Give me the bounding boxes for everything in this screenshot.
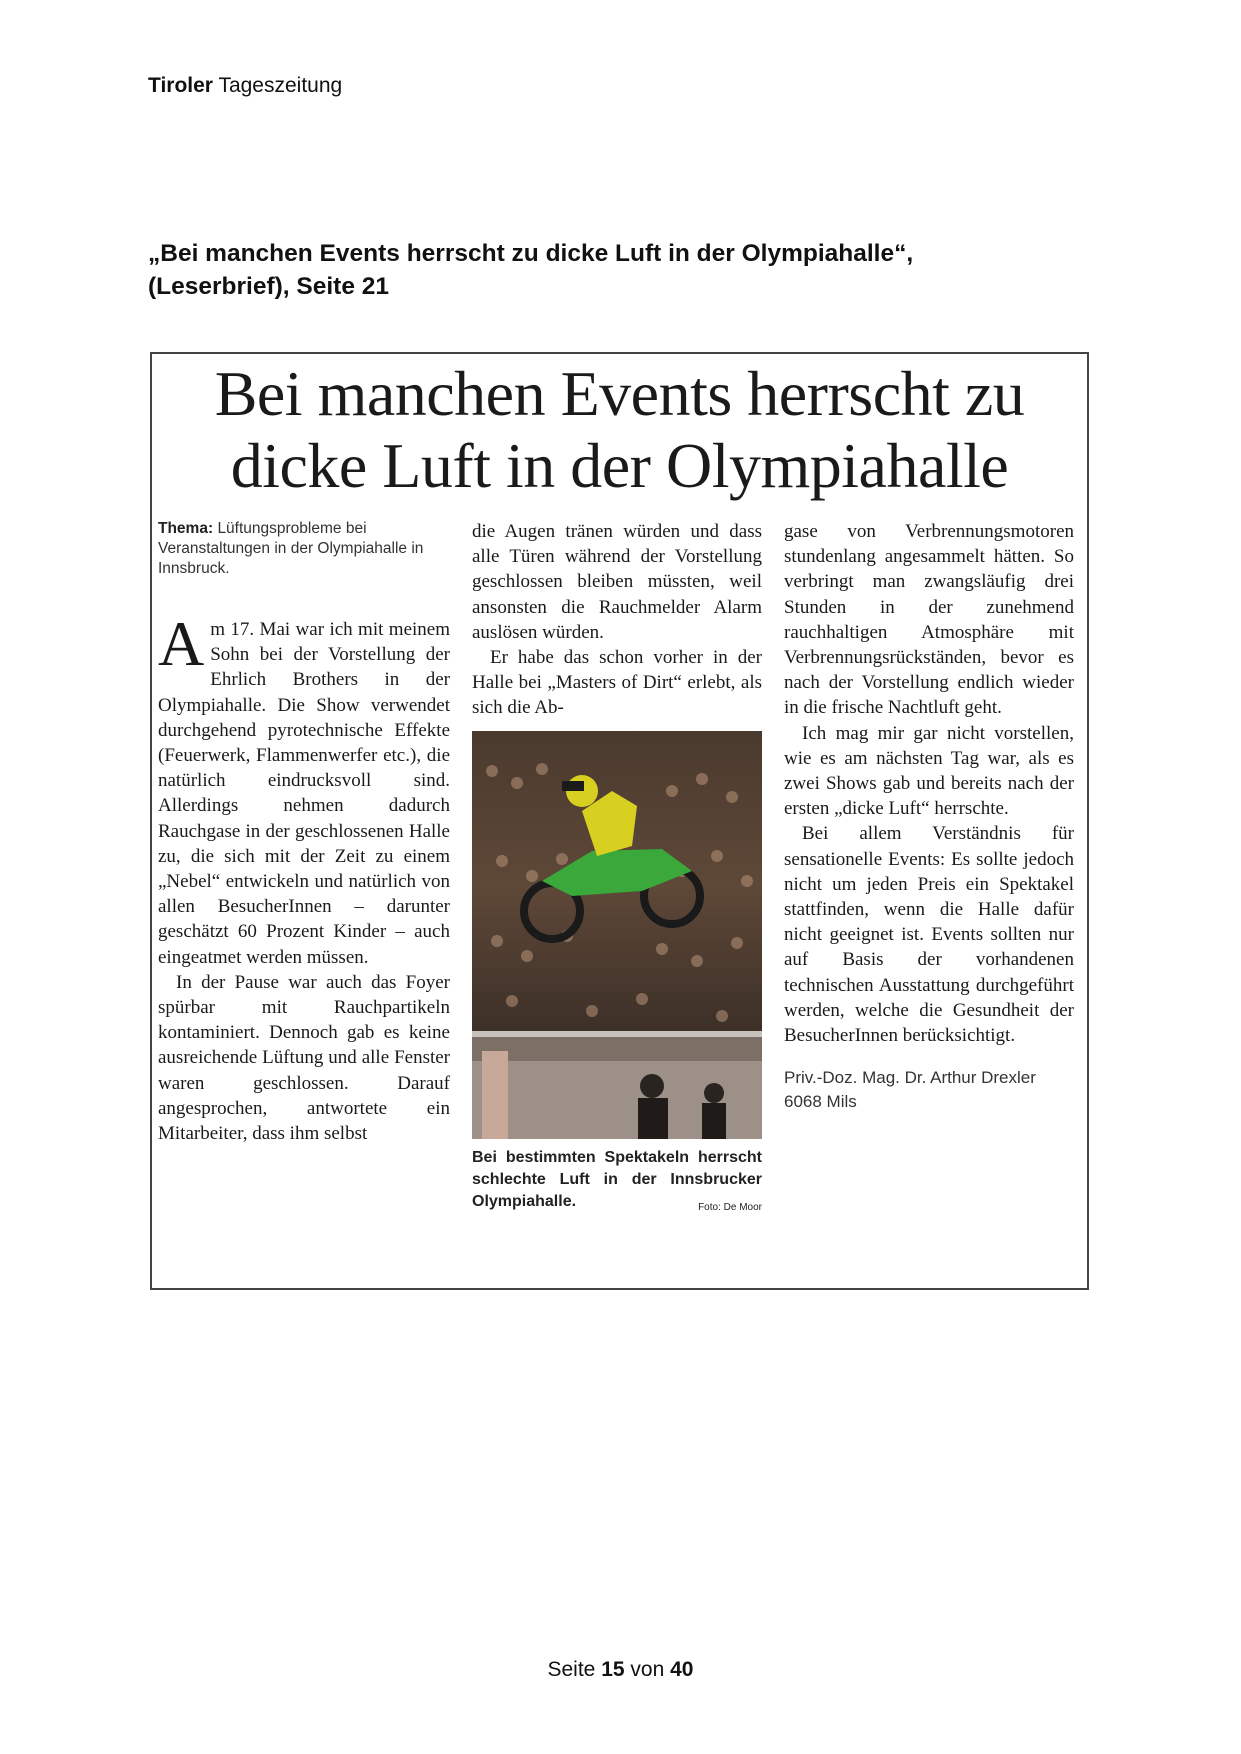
page-number [0,1658,1241,1682]
article-topic [158,519,450,579]
author-place: 6068 Mils [784,1092,857,1112]
article-paragraph: Er habe das schon vorher in der Halle bei „Masters of Dirt“ erlebt, als sich die Ab- [472,647,762,719]
reference-title-line1: „Bei manchen Events herrscht zu dicke Luft in der Olympiahalle“, [148,240,914,267]
page-number-middle: von [630,1658,665,1681]
article-paragraph [158,608,450,970]
article-paragraph: gase von Verbrennungsmotoren stundenlang angesammelt hätten. So verbringt man zwangsläufig drei Stunden in der zunehmend rauchhaltigen Atmosphäre mit Verbrennungsrückständen, bevor es nach der Vorstellung endlich wieder in die frische Nachtluft geht. [784,521,1074,719]
publication-name-bold: Tiroler [148,74,213,97]
article-photo [472,731,762,1139]
article-headline-line2: dicke Luft in der Olympiahalle [230,430,1009,501]
publication-name [148,74,342,98]
article-topic-text: Lüftungsprobleme bei Veranstaltungen in der Olympiahalle in Innsbruck. [158,520,424,577]
article-paragraph: In der Pause war auch das Foyer spürbar mit Rauchpartikeln kontaminiert. Dennoch gab es keine ausreichende Lüftung und alle Fenster waren geschlossen. Darauf angesprochen, antwortete ein Mitarbeiter, dass ihm selbst [158,971,450,1145]
article-author [784,1066,1074,1114]
author-name: Priv.-Doz. Mag. Dr. Arthur Drexler [784,1068,1036,1088]
photo-caption-text: Bei bestimmten Spektakeln herrscht schlechte Luft in der Innsbrucker Olympiahalle. [472,1148,762,1210]
article-paragraph: die Augen tränen würden und dass alle Türen während der Vorstellung geschlossen bleiben müssten, weil ansonsten die Rauchmelder Alarm auslösen würden. [472,521,762,643]
photo-caption [472,1147,762,1213]
page-number-prefix: Seite [547,1658,596,1681]
article-headline-line1: Bei manchen Events herrscht zu [214,358,1025,429]
reference-title-line2: (Leserbrief), Seite 21 [148,273,390,300]
reference-title [148,237,1048,303]
article-dropcap: A [158,608,205,679]
article-column-3 [784,519,1074,1114]
motocross-stunt-image [472,731,762,1139]
publication-name-rest: Tageszeitung [218,74,343,97]
article-column-1 [158,519,450,1146]
article-headline [152,358,1087,502]
article-paragraph: Bei allem Verständnis für sensationelle Events: Es sollte jedoch nicht um jeden Preis ein Spektakel stattfinden, wenn die Halle dafür nicht geeignet ist. Events sollten nur auf Basis der vorhandenen technischen Ausstattung durchgeführt werden, welche die Gesundheit der BesucherInnen berücksichtigt. [784,823,1074,1047]
article-paragraph-text: m 17. Mai war ich mit meinem Sohn bei der Vorstellung der Ehrlich Brothers in der Olympiahalle. Die Show verwendet durchgehend pyrotechnische Effekte (Feuerwerk, Flammenwerfer etc.), die natürlich eindrucksvoll sind. Allerdings nehmen dadurch Rauchgase in der geschlossenen Halle zu, die sich mit der Zeit zu einem „Nebel“ entwickeln und natürlich von allen BesucherInnen – darunter geschätzt 60 Prozent Kinder – auch eingeatmet werden müssen. [158,619,450,968]
article-paragraph: Ich mag mir gar nicht vorstellen, wie es am nächsten Tag war, als es zwei Shows gab und bereits nach der ersten „dicke Luft“ herrschte. [784,722,1074,820]
article-column-2 [472,519,762,1219]
photo-credit: Foto: De Moor [698,1201,762,1213]
article-topic-label: Thema: [158,520,214,537]
page-number-total: 40 [670,1658,694,1681]
page-number-current: 15 [601,1658,625,1681]
newspaper-clipping [150,352,1089,1290]
